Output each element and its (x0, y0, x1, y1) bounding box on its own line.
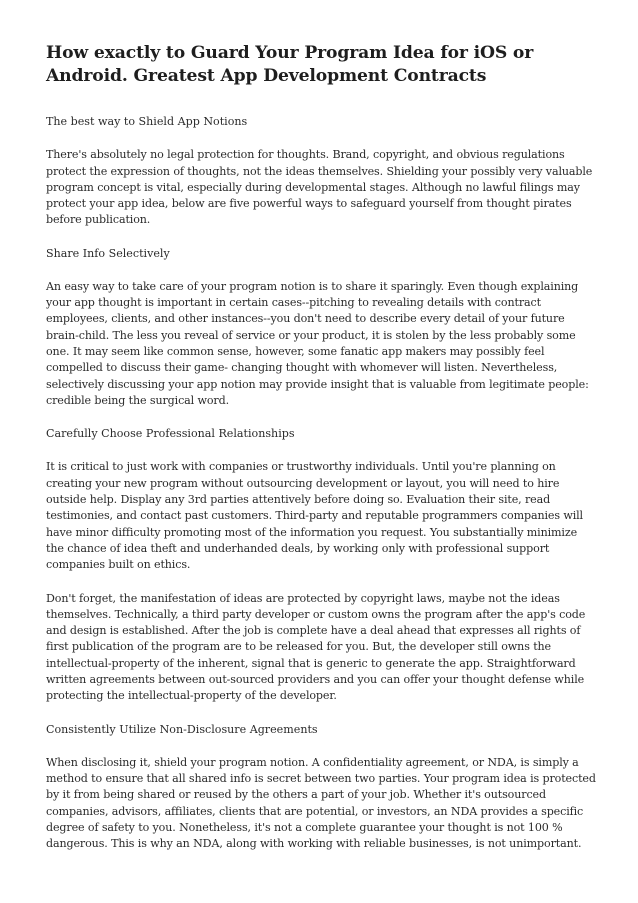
paragraph-share-sparingly: An easy way to take care of your program notion is to share it sparingly. Even though explaining your app thought is important in certain cases--pitching to revealing details with contract employees, clients, and other instances--you don't need to describe every detail of your future brain-child. The less you reveal of service or your product, it is stolen by the less probably some one. It may seem like common sense, however, some fanatic app makers may possibly feel compelled to discuss their game- changing thought with whomever will listen. Nevertheless, selectively discussing your app notion may provide insight that is valuable from legitimate people: credible being the surgical word. (46, 279, 589, 407)
section-heading-shield-notions: The best way to Shield App Notions (46, 115, 248, 128)
paragraph-trustworthy-companies: It is critical to just work with companies or trustworthy individuals. Until you're planning on creating your new program without outsourcing development or layout, you will need to hire outside help. Display any 3rd parties attentively before doing so. Evaluation their site, read testimonies, and contact past customers. Third-party and reputable programmers companies will have minor difficulty promoting most of the information you request. You substantially minimize the chance of idea theft and underhanded deals, by working only with professional support companies built on ethics. (46, 460, 583, 572)
document-title: How exactly to Guard Your Program Idea for iOS or Android. Greatest App Development Contracts (46, 43, 534, 86)
section-heading-share-selectively: Share Info Selectively (46, 246, 170, 260)
paragraph-copyright-laws: Don't forget, the manifestation of ideas are protected by copyright laws, maybe not the ideas themselves. Technically, a third party developer or custom owns the program after the app's code and design is established. After the job is complete have a deal ahead that expresses all rights of first publication of the program are to be released for you. But, the developer still owns the intellectual-property of the inherent, signal that is generic to generate the app. Straightforward written agreements between out-sourced providers and you can offer your thought defense while protecting the intellectual-property of the developer. (46, 591, 586, 703)
section-heading-non-disclosure: Consistently Utilize Non-Disclosure Agreements (46, 722, 318, 736)
section-heading-professional-relationships: Carefully Choose Professional Relationships (46, 427, 295, 441)
paragraph-legal-protection: There's absolutely no legal protection for thoughts. Brand, copyright, and obvious regulations protect the expression of thoughts, not the ideas themselves. Shielding your possibly very valuable program concept is vital, especially during developmental stages. Although no lawful filings may protect your app idea, below are five powerful ways to safeguard yourself from thought pirates before publication. (46, 148, 593, 227)
paragraph-nda: When disclosing it, shield your program notion. A confidentiality agreement, or NDA, is simply a method to ensure that all shared info is secret between two parties. Your program idea is protected by it from being shared or reused by the others a part of your job. Whether it's outsourced companies, advisors, affiliates, clients that are potential, or investors, an NDA provides a specific degree of safety to you. Nonetheless, it's not a complete guarantee your thought is not 100 % dangerous. This is why an NDA, along with working with reliable businesses, is not unimportant. (46, 755, 596, 851)
